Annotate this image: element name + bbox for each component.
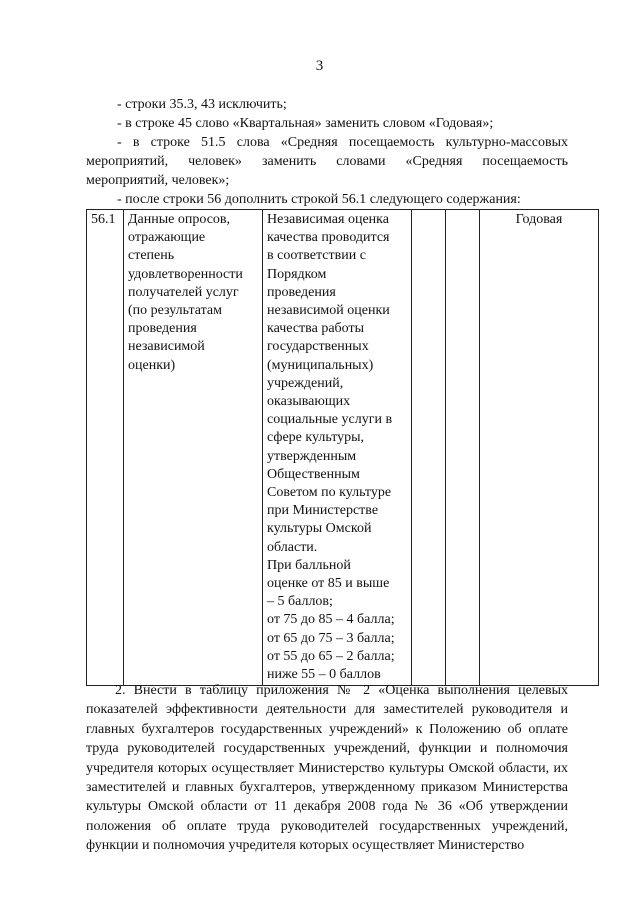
method-line: ниже 55 – 0 баллов bbox=[267, 667, 381, 683]
method-line: При балльной bbox=[267, 557, 351, 573]
indicator-line: Данные опросов, bbox=[128, 212, 231, 227]
amendment-item: - строки 35.3, 43 исключить; bbox=[117, 97, 287, 112]
method-line: оценке от 85 и выше bbox=[267, 576, 390, 592]
method-line: социальные услуги в bbox=[267, 412, 393, 428]
indicator-line: степень bbox=[128, 248, 175, 264]
method-line: государственных bbox=[267, 339, 369, 355]
indicator-line: независимой bbox=[128, 339, 205, 355]
method-line: Общественным bbox=[267, 466, 360, 482]
method-line: от 65 до 75 – 3 балла; bbox=[267, 630, 395, 646]
new-row-table bbox=[86, 209, 599, 686]
indicator-line: отражающие bbox=[128, 230, 206, 246]
row-number-cell: 56.1 bbox=[87, 210, 124, 686]
method-line: области. bbox=[267, 539, 318, 555]
method-line: Независимая оценка bbox=[267, 212, 389, 227]
method-line: независимой оценки bbox=[267, 303, 390, 319]
method-line: оказывающих bbox=[267, 394, 351, 410]
method-cell bbox=[263, 210, 412, 686]
method-line: Советом по культуре bbox=[267, 485, 392, 501]
method-line: сфере культуры, bbox=[267, 430, 365, 446]
method-line: качества проводится bbox=[267, 230, 390, 246]
method-line: от 55 до 65 – 2 балла; bbox=[267, 648, 395, 664]
indicator-cell bbox=[124, 210, 263, 686]
amendment-item: - после строки 56 дополнить строкой 56.1 следующего содержания: bbox=[117, 192, 521, 207]
page-number: 3 bbox=[315, 58, 324, 74]
method-line: Порядком bbox=[267, 266, 327, 282]
method-line: – 5 баллов; bbox=[267, 594, 333, 610]
indicator-line: оценки) bbox=[128, 357, 176, 373]
amendment-list bbox=[86, 95, 568, 209]
method-line: (муниципальных) bbox=[267, 357, 374, 373]
indicator-line: проведения bbox=[128, 321, 197, 337]
method-line: качества работы bbox=[267, 321, 364, 337]
indicator-line: удовлетворенности bbox=[128, 266, 243, 282]
method-line: от 75 до 85 – 4 балла; bbox=[267, 612, 395, 628]
table-row bbox=[87, 210, 599, 686]
method-line: при Министерстве bbox=[267, 503, 379, 519]
amendment-item: - в строке 51.5 слова «Средняя посещаемость культурно-массовых мероприятий, человек» заменить словами «Средняя посещаемость мероприятий, человек»; bbox=[86, 135, 568, 188]
indicator-line: (по результатам bbox=[128, 303, 223, 319]
empty-cell bbox=[446, 210, 480, 686]
method-line: проведения bbox=[267, 284, 336, 300]
amendment-item: - в строке 45 слово «Квартальная» заменить словом «Годовая»; bbox=[117, 116, 494, 131]
paragraph-2: 2. Внести в таблицу приложения № 2 «Оценка выполнения целевых показателей эффективности деятельности для заместителей руководителя и главных бухгалтеров государственных учреждений» к Положению об оплате труда руководителей государственных учреждений, функции и полномочия учредителя которых осуществляет Министерство культуры Омской области, их заместителей и главных бухгалтеров, утвержденному приказом Министерства культуры Омской области от 11 декабря 2008 года № 36 «Об утверждении положения об оплате труда руководителей государственных учреждений, функции и полномочия учредителя которых осуществляет Министерство bbox=[86, 683, 568, 854]
method-line: в соответствии с bbox=[267, 248, 366, 264]
periodicity-cell: Годовая bbox=[480, 210, 599, 686]
method-line: утвержденным bbox=[267, 448, 357, 464]
method-line: культуры Омской bbox=[267, 521, 372, 537]
indicator-line: получателей услуг bbox=[128, 284, 239, 300]
empty-cell bbox=[412, 210, 446, 686]
method-line: учреждений, bbox=[267, 375, 344, 391]
